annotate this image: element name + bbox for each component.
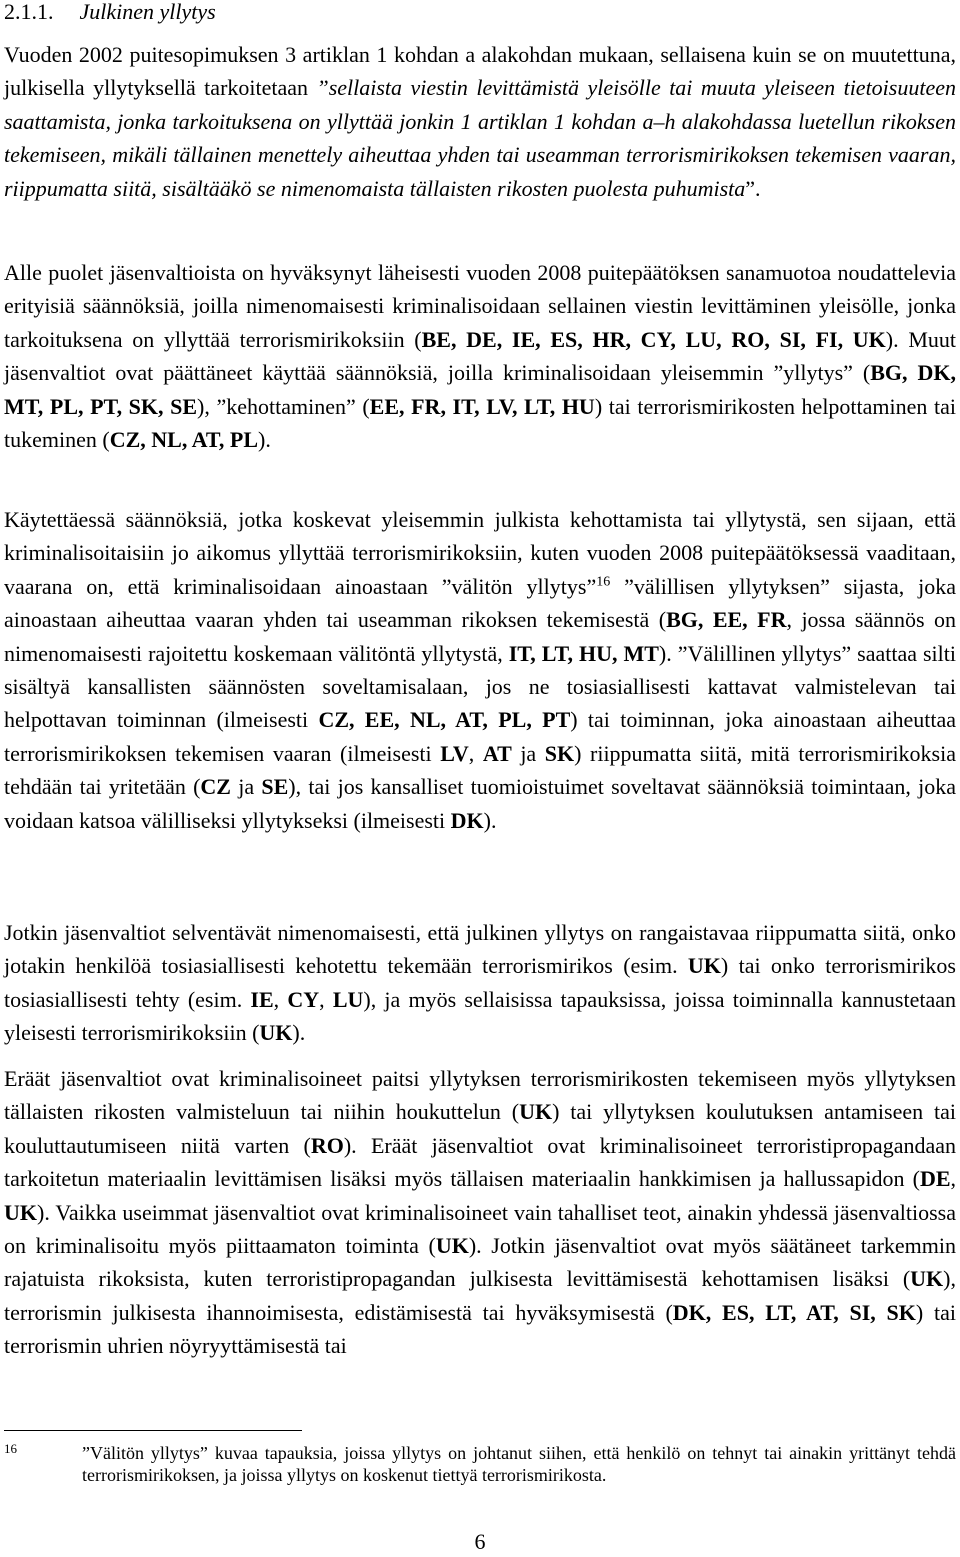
text-run: Alle puolet jäsenvaltioista on hyväksynyt läheisesti vuoden 2008 puitepäätöksen sanamuotoa noudattelevia erityisiä säännöksiä, joilla nimenomaisesti kriminalisoidaan sellainen viestin levittäminen yleisölle, jonka tarkoituksena on yllyttää terrorismirikoksiin ( (4, 260, 956, 352)
text-run: ) tai yllytyksen koulutuksen antamiseen tai kouluttautumiseen niitä varten ( (4, 1099, 956, 1158)
text-run: ). (292, 1020, 306, 1046)
footnote-text: ”Välitön yllytys” kuvaa tapauksia, joissa yllytys on johtanut siihen, että henkilö on tehnyt tai ainakin yrittänyt tehdä terrorismirikoksen, ja joissa yllytys on koskenut tiettyä terrorismirikosta. (82, 1443, 956, 1485)
footnote-reference: 16 (596, 574, 611, 590)
text-run: , (319, 986, 333, 1012)
country-codes: AT (482, 740, 512, 766)
quoted-definition: ”sellaista viestin levittämistä yleisölle tai muuta yleiseen tietoisuuteen saattamista, jonka tarkoituksena on yllyttää jonkin 1 artiklan 1 kohdan a–h alakohdassa luetellun rikoksen tekemiseen, mikäli tällainen menettely aiheuttaa yhden tai useamman terrorismirikoksen tekemisen vaaran, riippumatta siitä, sisältääkö se nimenomaista tällaisten rikosten puolesta puhumista (4, 75, 956, 201)
text-run: ”välillisen yllytyksen” sijasta, joka ainoastaan aiheuttaa vaaran yhden tai useamman rikoksen tekemisestä ( (4, 573, 956, 633)
text-run: ). Eräät jäsenvaltiot ovat kriminalisoineet terroristipropagandaan tarkoitetun materiaalin levittämisen lisäksi myös tällaisen materiaalin hankkimisen ja hallussapidon ( (4, 1132, 956, 1192)
paragraph-other-offences (4, 1062, 956, 1363)
text-run: , jossa säännös on nimenomaisesti rajoitettu koskemaan välitöntä yllytystä, (4, 607, 957, 666)
text-run: ). Jotkin jäsenvaltiot ovat myös säätäneet tarkemmin rajatuista rikoksista, kuten terroristipropagandan julkisesta levittämisestä kehottamisen lisäksi ( (4, 1233, 956, 1292)
country-codes: DK, ES, LT, AT, SI, SK (672, 1299, 916, 1325)
country-codes: UK (4, 1199, 37, 1225)
text-run: ), tai jos kansalliset tuomioistuimet soveltavat säännöksiä toimintaan, joka voidaan katsoa välilliseksi yllytykseksi (ilmeisesti (4, 774, 956, 833)
text-run: ja (230, 774, 262, 800)
country-codes: SK (544, 740, 575, 766)
text-run: ). (258, 427, 271, 453)
paragraph-clarifications (4, 916, 956, 1050)
country-codes: UK (910, 1266, 944, 1292)
text-run: Käytettäessä säännöksiä, jotka koskevat yleisemmin julkista kehottamista tai yllytystä, sen sijaan, että kriminalisoitaisiin jo aikomus yllyttää terrorismirikoksiin, kuten vuoden 2008 puitepäätöksessä vaaditaan, vaarana on, että kriminalisoidaan ainoastaan ”välitön yllytys” (4, 507, 956, 599)
country-codes: UK (687, 953, 721, 979)
paragraph-direct-indirect (4, 503, 956, 837)
footnote-divider (4, 1430, 302, 1431)
country-codes: UK (435, 1233, 469, 1259)
text-run: ). (483, 807, 497, 833)
country-codes: SE (261, 774, 289, 800)
text-run: ). ”Välillinen yllytys” saattaa silti sisältyä kansallisten säännösten soveltamisalaan, jos ne tosiasiallisesti kattavat valmistelevan tai helpottavan toiminnan (ilmeisesti (4, 640, 956, 733)
country-codes: LV (440, 740, 469, 766)
section-heading (4, 0, 216, 24)
country-codes: BE, DE, IE, ES, HR, CY, LU, RO, SI, FI, UK (421, 326, 886, 352)
country-codes: UK (259, 1020, 293, 1046)
text-run: ) tai terrorismirikosten helpottaminen tai tukeminen ( (4, 393, 956, 453)
country-codes: UK (519, 1099, 553, 1125)
text-run: , (950, 1166, 956, 1192)
page-number: 6 (474, 1529, 486, 1554)
text-run: ), ”kehottaminen” ( (197, 393, 370, 419)
country-codes: IE (250, 986, 274, 1012)
text-run: , (468, 740, 483, 766)
text-run: ) tai toiminnan, joka ainoastaan aiheuttaa terrorismirikoksen tekemisen vaaran (ilmeisesti (4, 707, 956, 766)
paragraph-member-states (4, 256, 956, 456)
section-number: 2.1.1. (4, 0, 54, 24)
country-codes: RO (310, 1132, 344, 1158)
text-run: ja (511, 740, 545, 766)
text-run: ). Vaikka useimmat jäsenvaltiot ovat kriminalisoineet vain tahalliset teot, ainakin yhdessä jäsenvaltiossa on kriminalisoitu myös piittaamaton toiminta ( (4, 1199, 956, 1259)
country-codes: IT, LT, HU, MT (508, 640, 659, 666)
country-codes: CZ, NL, AT, PL (109, 427, 259, 453)
country-codes: CZ, EE, NL, AT, PL, PT (318, 707, 571, 733)
country-codes: DK (450, 807, 484, 833)
country-codes: LU (332, 986, 364, 1012)
country-codes: BG, EE, FR (666, 607, 787, 633)
text-run: ) riippumatta siitä, mitä terrorismirikoksia tehdään tai yritetään ( (4, 740, 956, 800)
text-run: ), ja myös sellaisissa tapauksissa, joissa toiminnalla kannustetaan yleisesti terrorismirikoksiin ( (4, 986, 957, 1046)
text-run: Jotkin jäsenvaltiot selventävät nimenomaisesti, että julkinen yllytys on rangaistavaa riippumatta siitä, onko jotakin henkilöä tosiasiallisesti kehotettu tekemään terrorismirikos (esim. (4, 920, 956, 979)
text-run: ) tai terrorismin uhrien nöyryyttämisestä tai (4, 1299, 956, 1359)
country-codes: DE (919, 1166, 951, 1192)
section-title: Julkinen yllytys (79, 0, 216, 24)
footnote (4, 1442, 956, 1486)
paragraph-definition (4, 38, 956, 205)
country-codes: BG, DK, MT, PL, PT, SK, SE (4, 360, 956, 419)
text-run: , (273, 986, 288, 1012)
country-codes: CY (287, 986, 320, 1012)
text-run: ), terrorismin julkisesta ihannoimisesta, edistämisestä tai hyväksymisestä ( (4, 1266, 956, 1325)
text-run: ”. (745, 175, 761, 201)
text-run: ). Muut jäsenvaltiot ovat päättäneet käyttää säännöksiä, joilla kriminalisoidaan yleisemmin ”yllytys” ( (4, 326, 956, 386)
text-run: ) tai onko terrorismirikos tosiasiallisesti tehty (esim. (4, 953, 956, 1012)
text-run: Vuoden 2002 puitesopimuksen 3 artiklan 1 kohdan a alakohdan mukaan, sellaisena kuin se on muutettuna, julkisella yllytyksellä tarkoitetaan (4, 42, 956, 101)
text-run: Eräät jäsenvaltiot ovat kriminalisoineet paitsi yllytyksen terrorismirikosten tekemiseen myös yllytyksen tällaisten rikosten valmisteluun tai niihin houkuttelun ( (4, 1066, 956, 1125)
country-codes: EE, FR, IT, LV, LT, HU (369, 393, 595, 419)
footnote-marker: 16 (4, 1441, 17, 1456)
country-codes: CZ (200, 774, 231, 800)
